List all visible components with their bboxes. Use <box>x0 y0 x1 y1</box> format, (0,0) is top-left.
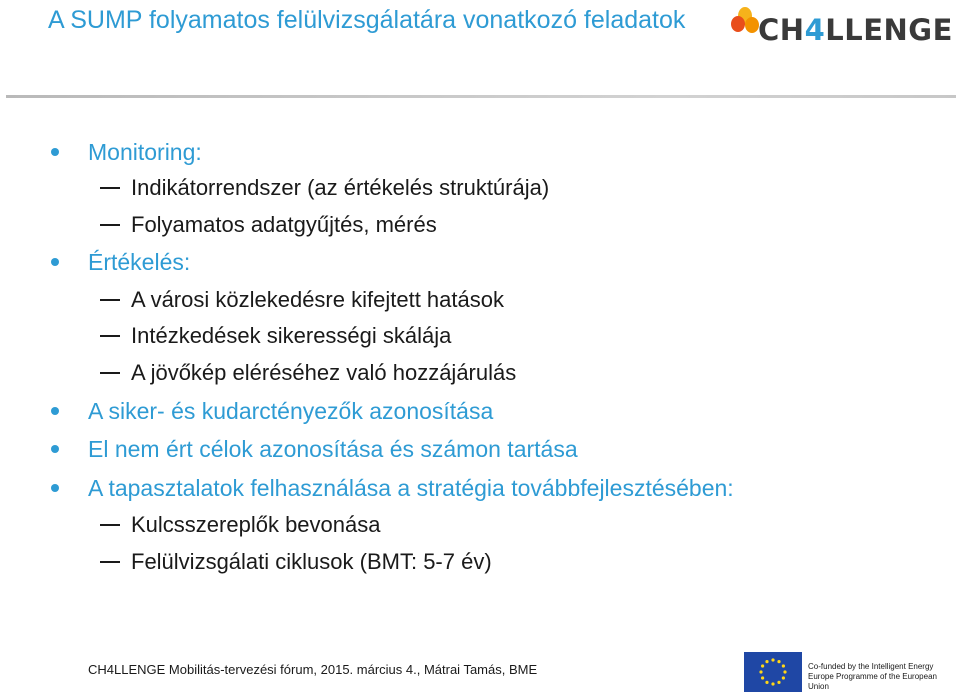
sub-bullet-item: Kulcsszereplők bevonása <box>131 512 381 537</box>
bullet-item: A siker- és kudarctényezők azonosítása <box>88 398 494 424</box>
sub-bullet-item: A városi közlekedésre kifejtett hatások <box>131 287 504 312</box>
bullet-item: El nem ért célok azonosítása és számon tartása <box>88 436 578 462</box>
bullet-marker <box>51 148 59 156</box>
eu-funding-text: Co-funded by the Intelligent Energy Europe Programme of the European Union <box>808 662 937 691</box>
dash-marker <box>100 224 120 226</box>
eu-flag-icon <box>744 652 802 692</box>
bullet-marker <box>51 407 59 415</box>
eu-funding-badge <box>740 650 960 692</box>
bullet-item: Értékelés: <box>88 249 191 275</box>
logo-wordmark: CH4LLENGE <box>758 13 953 47</box>
dash-marker <box>100 524 120 526</box>
sub-bullet-item: Intézkedések sikerességi skálája <box>131 323 452 348</box>
dash-marker <box>100 335 120 337</box>
sub-bullet-item: A jövőkép eléréséhez való hozzájárulás <box>131 360 517 385</box>
dash-marker <box>100 561 120 563</box>
sub-bullet-item: Felülvizsgálati ciklusok (BMT: 5-7 év) <box>131 549 492 574</box>
dash-marker <box>100 299 120 301</box>
sub-bullet-item: Indikátorrendszer (az értékelés struktúrája) <box>131 175 550 200</box>
footer-text: CH4LLENGE Mobilitás-tervezési fórum, 2015. március 4., Mátrai Tamás, BME <box>88 662 538 677</box>
bullet-marker <box>51 484 59 492</box>
bullet-item: A tapasztalatok felhasználása a stratégia továbbfejlesztésében: <box>88 475 734 501</box>
dash-marker <box>100 372 120 374</box>
slide-title: A SUMP folyamatos felülvizsgálatára vonatkozó feladatok <box>48 6 686 34</box>
sub-bullet-item: Folyamatos adatgyűjtés, mérés <box>131 212 437 237</box>
bullet-marker <box>51 445 59 453</box>
bullet-item: Monitoring: <box>88 139 202 165</box>
bullet-marker <box>51 258 59 266</box>
dash-marker <box>100 187 120 189</box>
